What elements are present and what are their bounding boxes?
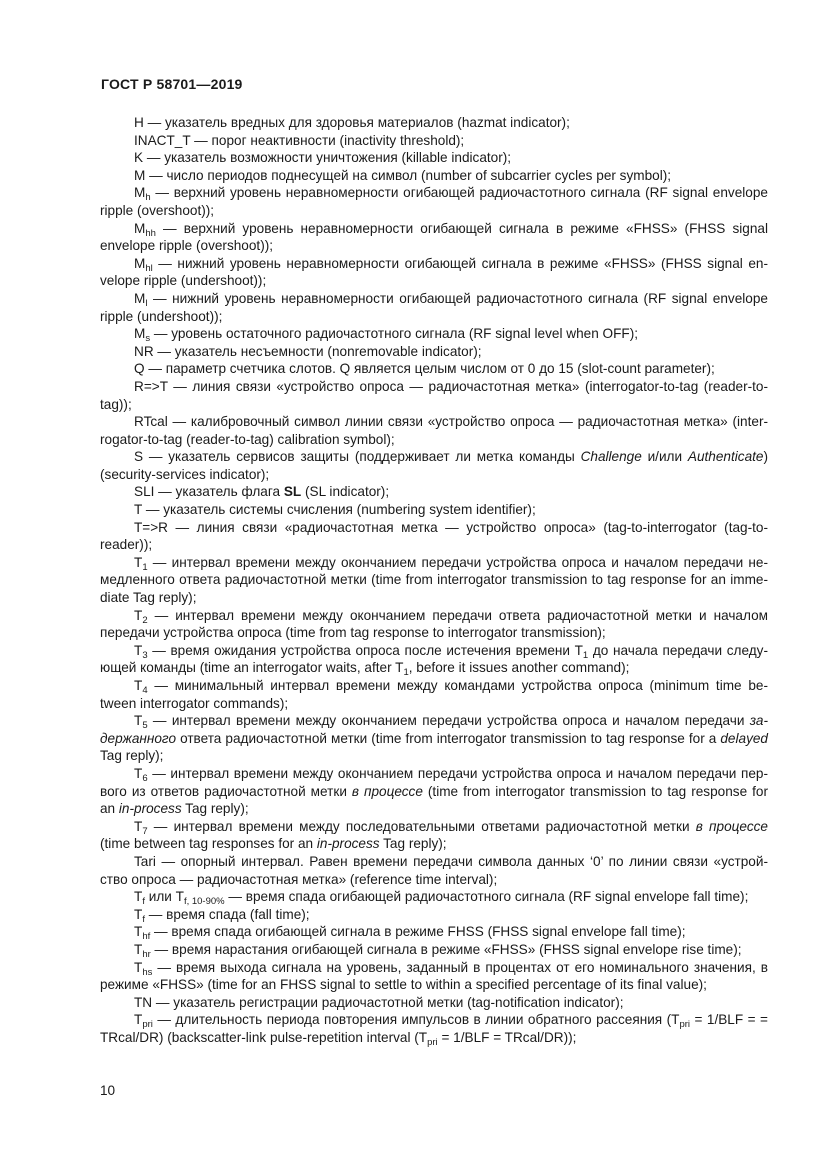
definition-text: T [134, 959, 143, 975]
definition-text: H — указатель вредных для здоровья материалов (hazmat indicator); [134, 115, 570, 130]
definition-item [100, 712, 768, 765]
definition-text: TN — указатель регистрации радиочастотной метки (tag-notification indicator); [134, 994, 624, 1010]
italic-term: Challenge [580, 449, 642, 465]
definition-item [100, 554, 768, 607]
definition-item [100, 765, 768, 818]
definition-text: — время спада огибающей сигнала в режиме FHSS (FHSS signal envelope fall time); [150, 924, 686, 940]
definition-text: M [134, 255, 146, 271]
definition-text: (time from interrogator transmission to tag response for an [100, 783, 768, 817]
subscript: hl [145, 262, 153, 274]
definition-text: — интервал времени между окончанием передачи устройства опроса и началом передачи не-медленного ответа радиочастотной метки (time from interrogator transmission to tag response for an imme-diate Tag reply); [100, 554, 768, 606]
italic-term: delayed [720, 730, 768, 746]
definition-item [100, 923, 768, 941]
definition-item [100, 941, 768, 959]
definition-item [100, 448, 768, 483]
definition-item [100, 483, 768, 501]
definition-text: — время выхода сигнала на уровень, заданный в процентах от его номинального значения, в режиме «FHSS» (time for an FHSS signal to settle to within a specified percentage of its final value); [100, 959, 768, 993]
definition-item [100, 255, 768, 290]
definition-text: и/или [641, 449, 688, 465]
definition-text: T=>R — линия связи «радиочастотная метка — устройство опроса» (tag-to-interrogator (tag-to-reader)); [100, 519, 768, 553]
subscript: 4 [142, 685, 148, 696]
definition-item [100, 167, 768, 185]
definition-text: M [134, 220, 146, 236]
definition-text: = 1/BLF = = TRcal/DR) (backscatter-link pulse-repetition interval (T [100, 1012, 768, 1045]
definition-text: — нижний уровень неравномерности огибающей радиочастотного сигнала (RF signal envelope ripple (undershoot)); [100, 290, 768, 324]
subscript: f [142, 913, 145, 925]
subscript: f, 10-90% [183, 896, 225, 908]
definition-text: = 1/BLF = TRcal/DR)); [437, 1029, 577, 1045]
definition-text: — уровень остаточного радиочастотного сигнала (RF signal level when OFF); [150, 326, 639, 342]
subscript: hh [145, 227, 156, 239]
definition-text: — нижний уровень неравномерности огибающей сигнала в режиме «FHSS» (FHSS signal en-velope ripple (undershoot)); [100, 255, 768, 289]
definition-item [100, 994, 768, 1012]
definition-text: — верхний уровень неравномерности огибающей сигнала в режиме «FHSS» (FHSS signal envelope ripple (overshoot)); [100, 220, 768, 254]
definition-item [100, 1011, 768, 1046]
definition-text: NR — указатель несъемности (nonremovable indicator); [134, 343, 482, 359]
definition-text: S — указатель сервисов защиты (поддерживает ли метка команды [134, 449, 581, 465]
definition-item [100, 888, 768, 906]
definition-text: — время спада (fall time); [144, 906, 310, 922]
italic-term: за-держанного [100, 713, 768, 746]
definition-text: T [134, 1012, 143, 1028]
definition-text: — интервал времени между окончанием передачи устройства опроса и началом передачи [147, 713, 750, 729]
definition-text: — интервал времени между окончанием передачи ответа радиочастотной метки и началом передачи устройства опроса (time from tag response to interrogator transmission); [100, 607, 768, 641]
italic-term: Authenticate [687, 449, 764, 465]
definition-item [100, 818, 768, 853]
definition-text: T [134, 818, 143, 834]
subscript: 5 [142, 720, 148, 732]
subscript: 1 [582, 649, 589, 661]
definition-item [100, 607, 768, 642]
subscript: 6 [142, 772, 148, 784]
subscript: 1 [142, 561, 148, 573]
definition-text: Tag reply); [100, 748, 164, 764]
definition-item [100, 343, 768, 361]
subscript: hr [142, 948, 151, 960]
subscript: l [145, 297, 148, 309]
italic-term: in-process [118, 801, 182, 817]
definition-text: T [134, 642, 143, 658]
definition-text: M — число периодов поднесущей на символ (number of subcarrier cycles per symbol); [134, 167, 672, 183]
definition-text: T [134, 678, 143, 693]
definition-text: M [134, 290, 146, 306]
definition-text: , before it issues another command); [408, 660, 630, 676]
bold-term: SL [283, 484, 302, 500]
definition-text: T [134, 713, 143, 729]
definition-text: Tag reply); [181, 801, 249, 817]
definition-text: — верхний уровень неравномерности огибающей радиочастотного сигнала (RF signal envelope ripple (overshoot)); [100, 185, 768, 218]
definition-text: — длительность периода повторения импульсов в линии обратного рассеяния (T [152, 1012, 680, 1028]
definition-text: T [134, 889, 143, 905]
definition-item [100, 290, 768, 325]
subscript: 2 [142, 614, 148, 626]
definition-text: — интервал времени между последовательными ответами радиочастотной метки [147, 818, 696, 834]
definition-text: — время спада огибающей радиочастотного сигнала (RF signal envelope fall time); [224, 889, 749, 905]
definition-text: K — указатель возможности уничтожения (killable indicator); [134, 150, 512, 166]
definition-item [100, 642, 768, 677]
definition-item [100, 853, 768, 888]
definition-text: T [134, 554, 143, 570]
definition-item [100, 959, 768, 994]
page-number: 10 [100, 1083, 116, 1098]
definition-item [100, 677, 768, 712]
subscript: s [145, 333, 151, 345]
subscript: 7 [142, 825, 148, 837]
subscript: pri [427, 1036, 438, 1048]
subscript: f [142, 896, 145, 908]
italic-term: в процессе [351, 783, 423, 799]
definition-item [100, 519, 768, 554]
definition-item [100, 501, 768, 519]
definition-text: T — указатель системы счисления (numbering system identifier); [134, 502, 536, 518]
definition-text: M [134, 185, 146, 201]
subscript: 3 [142, 649, 148, 661]
definition-item [100, 220, 768, 255]
definition-text: RTcal — калибровочный символ линии связи «устройство опроса — радиочастотная метка» (inter-rogator-to-tag (reader-to-tag) calibration symbol); [100, 414, 768, 447]
definitions-list [100, 114, 768, 1046]
definition-text: или T [144, 889, 184, 905]
definition-text: до начала передачи следу-ющей команды (time an interrogator waits, after T [100, 642, 768, 676]
definition-text: M [134, 326, 146, 342]
definition-text: R=>T — линия связи «устройство опроса — радиочастотная метка» (interrogator-to-tag (reader-to-tag)); [100, 378, 768, 412]
definition-item [100, 184, 768, 219]
definition-text: — время нарастания огибающей сигнала в режиме «FHSS» (FHSS signal envelope rise time); [150, 941, 742, 957]
definition-text: Q — параметр счетчика слотов. Q является целым числом от 0 до 15 (slot-count parameter); [134, 361, 715, 377]
definition-text: — время ожидания устройства опроса после истечения времени T [147, 642, 583, 658]
definition-text: INACT_T — порог неактивности (inactivity threshold); [134, 132, 465, 148]
italic-term: in-process [316, 836, 380, 852]
definition-text: T [134, 607, 143, 623]
italic-term: в процессе [695, 818, 768, 834]
definition-text: — интервал времени между окончанием передачи устройства опроса и началом передачи пер-вого из ответов радиочастотной метки [100, 765, 768, 799]
definition-item [100, 132, 768, 150]
definition-text: — минимальный интервал времени между командами устройства опроса (minimum time be-tween interrogator commands); [100, 678, 768, 711]
definition-text: T [134, 924, 143, 940]
definition-text: Tag reply); [379, 836, 447, 852]
subscript: hf [142, 931, 151, 943]
subscript: 1 [403, 667, 409, 679]
subscript: hs [142, 966, 153, 978]
definition-text: (SL indicator); [301, 484, 390, 500]
definition-text: T [134, 906, 143, 922]
definition-item [100, 325, 768, 343]
definition-item [100, 149, 768, 167]
definition-item [100, 906, 768, 924]
definition-text: ответа радиочастотной метки (time from interrogator transmission to tag response for a [176, 730, 721, 746]
subscript: pri [679, 1019, 691, 1031]
definition-item [100, 413, 768, 448]
definition-text: T [134, 941, 143, 957]
definition-item [100, 378, 768, 413]
definition-text: ) (security-services indicator); [100, 449, 768, 482]
document-header: ГОСТ Р 58701—2019 [101, 76, 243, 92]
subscript: pri [142, 1019, 153, 1031]
definition-text: (time between tag responses for an [100, 836, 317, 852]
definition-text: T [134, 765, 143, 781]
subscript: h [145, 192, 151, 204]
definition-item [100, 360, 768, 378]
definition-text: Tari — опорный интервал. Равен времени передачи символа данных ‘0’ по линии связи «устрой-ство опроса — радиочастотная метка» (reference time interval); [100, 853, 768, 887]
definition-text: SLI — указатель флага [134, 484, 284, 500]
definition-item [100, 114, 768, 132]
